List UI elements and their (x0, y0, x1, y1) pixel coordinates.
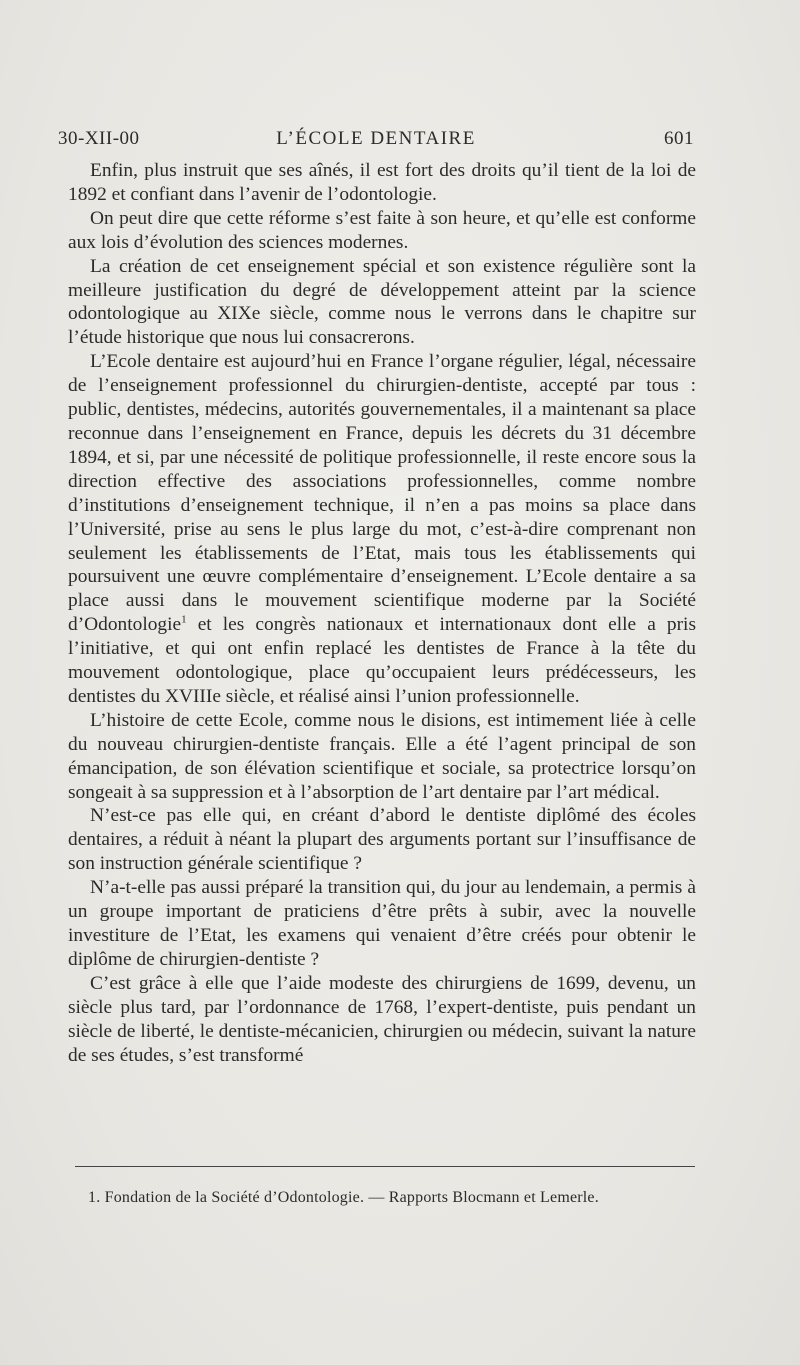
paragraph: C’est grâce à elle que l’aide modeste des chirurgiens de 1699, devenu, un siècle plus tard, par l’ordonnance de 1768, l’expert-dentiste, puis pendant un siècle de liberté, le dentiste-mécanicien, chirurgien ou médecin, suivant la nature de ses études, s’est transformé (68, 972, 696, 1066)
paragraph-part: L’Ecole dentaire est aujourd’hui en France l’organe régulier, légal, nécessaire de l’enseignement professionnel du chirurgien-dentiste, accepté par tous : public, dentistes, médecins, autorités gouvernementales, il a maintenant sa place reconnue dans l’enseignement en France, depuis les décrets du 31 décembre 1894, et si, par une nécessité de politique professionnelle, il reste encore sous la direction effective des associations professionnelles, comme nombre d’institutions d’enseignement technique, il n’en a pas moins sa place dans l’Université, prise au sens le plus large du mot, c’est-à-dire comprenant non seulement les établissements de l’Etat, mais tous les établissements qui poursuivent une œuvre complémentaire d’enseignement. L’Ecole dentaire a sa place aussi dans le mouvement scientifique moderne par la Société d’Odontologie (68, 351, 696, 636)
header-date: 30-XII-00 (58, 128, 140, 149)
header-page-number: 601 (664, 128, 694, 149)
paragraph: N’a-t-elle pas aussi préparé la transition qui, du jour au lendemain, a permis à un groupe important de praticiens d’être prêts à subir, avec la nouvelle investiture de l’Etat, les examens qui venaient d’être créés pour obtenir le diplôme de chirurgien-dentiste ? (68, 877, 696, 970)
paragraph: L’histoire de cette Ecole, comme nous le disions, est intimement liée à celle du nouveau chirurgien-dentiste français. Elle a été l’agent principal de son émancipation, de son élévation scientifique et sociale, sa protectrice lorsqu’on songeait à sa suppression et à l’absorption de l’art dentaire par l’art médical. (68, 709, 696, 803)
paragraph-part: et les congrès nationaux et internationaux dont elle a pris l’initiative, et qui ont enfin replacé les dentistes de France à la tête du mouvement odontologique, place qu’occupaient leurs prédécesseurs, les dentistes du XVIIIe siècle, et réalisé ainsi l’union professionnelle. (68, 614, 696, 707)
footnote-marker: 1 (181, 613, 187, 626)
paragraph: On peut dire que cette réforme s’est faite à son heure, et qu’elle est conforme aux lois d’évolution des sciences modernes. (68, 207, 696, 253)
footnote-separator (75, 1166, 695, 1167)
paragraph-with-footnote (68, 350, 696, 709)
running-header (58, 128, 694, 154)
header-journal-title: L’ÉCOLE DENTAIRE (276, 128, 476, 149)
paragraph: La création de cet enseignement spécial et son existence régulière sont la meilleure justification du degré de développement atteint par la science odontologique au XIXe siècle, comme nous le verrons dans le chapitre sur l’étude historique que nous lui consacrerons. (68, 255, 696, 349)
paragraph: N’est-ce pas elle qui, en créant d’abord le dentiste diplômé des écoles dentaires, a réduit à néant la plupart des arguments portant sur l’insuffisance de son instruction générale scientifique ? (68, 805, 696, 875)
footnote: 1. Fondation de la Société d’Odontologie. — Rapports Blocmann et Lemerle. (88, 1189, 599, 1206)
paragraph: Enfin, plus instruit que ses aînés, il est fort des droits qu’il tient de la loi de 1892 et confiant dans l’avenir de l’odontologie. (68, 160, 696, 205)
body-text (68, 159, 696, 1067)
